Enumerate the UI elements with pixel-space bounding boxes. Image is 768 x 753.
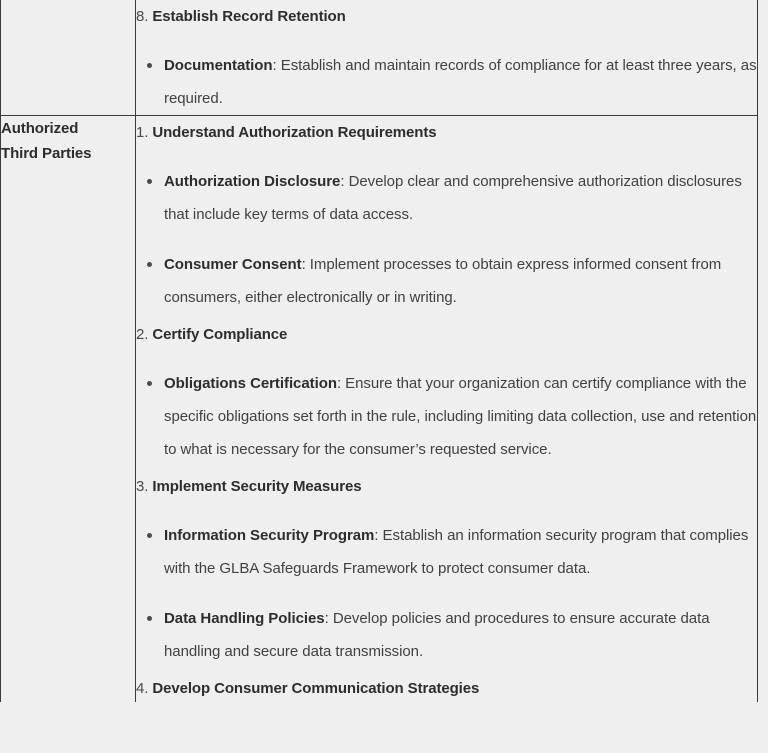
list-item-text: : Develop clear and comprehensive authorization disclosures that include key terms of data access.	[164, 173, 742, 223]
table-row	[1, 116, 758, 703]
step-heading	[136, 668, 757, 702]
list-item-lead: Data Handling Policies	[164, 610, 325, 627]
section-block	[136, 668, 757, 702]
list-item-lead: Documentation	[164, 57, 273, 74]
row-label-cell-empty	[1, 0, 136, 116]
list-item-lead: Information Security Program	[164, 527, 375, 544]
list-item-lead: Authorization Disclosure	[164, 173, 341, 190]
step-title: Develop Consumer Communication Strategies	[152, 680, 480, 697]
bullet-list	[136, 165, 757, 314]
bullet-dot-icon	[147, 63, 152, 68]
bullet-list	[136, 367, 757, 466]
bullet-dot-icon	[147, 533, 152, 538]
row-label-cell-authorized-third-parties	[1, 116, 136, 703]
list-item	[136, 519, 757, 585]
step-heading	[136, 116, 757, 146]
table-row	[1, 0, 758, 116]
list-item-text: : Implement processes to obtain express informed consent from consumers, either electronically or in writing.	[164, 256, 722, 306]
step-heading	[136, 0, 757, 30]
list-item-text: : Establish an information security program that complies with the GLBA Safeguards Framework to protect consumer data.	[164, 527, 749, 577]
row-content-cell	[136, 116, 758, 703]
step-number: 4.	[136, 680, 149, 697]
step-number: 1.	[136, 124, 149, 141]
list-item-text: : Establish and maintain records of compliance for at least three years, as required.	[164, 57, 757, 107]
section-block	[136, 466, 757, 668]
bullet-dot-icon	[147, 616, 152, 621]
step-number: 2.	[136, 326, 149, 343]
list-item	[136, 49, 757, 115]
bullet-dot-icon	[147, 381, 152, 386]
list-item	[136, 602, 757, 668]
step-heading	[136, 466, 757, 500]
row-content-cell	[136, 0, 758, 116]
bullet-dot-icon	[147, 179, 152, 184]
section-block	[136, 314, 757, 466]
step-number: 8.	[136, 8, 149, 25]
step-title: Understand Authorization Requirements	[152, 124, 437, 141]
list-item-lead: Obligations Certification	[164, 375, 337, 392]
step-title: Implement Security Measures	[152, 478, 362, 495]
step-title: Certify Compliance	[152, 326, 288, 343]
list-item-lead: Consumer Consent	[164, 256, 302, 273]
step-title: Establish Record Retention	[152, 8, 346, 25]
step-heading	[136, 314, 757, 348]
list-item	[136, 248, 757, 314]
bullet-list	[136, 49, 757, 115]
bullet-list	[136, 519, 757, 668]
section-block	[136, 116, 757, 314]
row-label-line-2: Third Parties	[1, 145, 92, 162]
list-item	[136, 165, 757, 231]
row-label-line-1: Authorized	[1, 120, 79, 137]
list-item	[136, 367, 757, 466]
list-item-text: : Develop policies and procedures to ensure accurate data handling and secure data transmission.	[164, 610, 710, 660]
section-block	[136, 0, 757, 115]
list-item-text: : Ensure that your organization can certify compliance with the specific obligations set forth in the rule, including limiting data collection, use and retention to what is necessary for the consumer’s requested service.	[164, 375, 757, 458]
bullet-dot-icon	[147, 262, 152, 267]
step-number: 3.	[136, 478, 149, 495]
